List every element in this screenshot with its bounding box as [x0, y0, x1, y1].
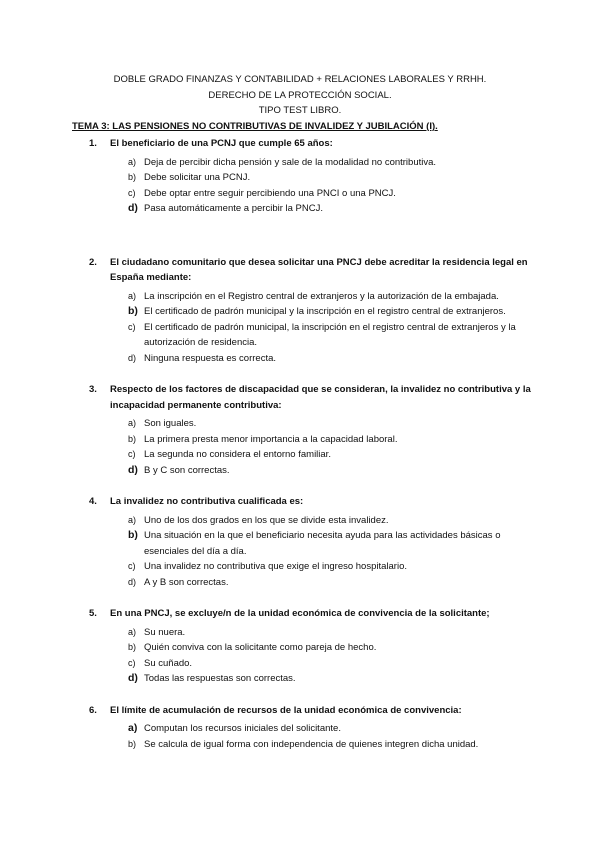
option-text: Deja de percibir dicha pensión y sale de la modalidad no contributiva.: [144, 156, 437, 168]
question-1: [72, 136, 542, 217]
option-text: Su cuñado.: [144, 657, 193, 669]
question-number: 2.: [89, 256, 97, 268]
option-label: d): [128, 352, 137, 363]
option-d: [72, 575, 542, 591]
option-a: [72, 289, 542, 305]
options: [72, 625, 542, 687]
option-label: c): [128, 657, 136, 668]
question-number: 1.: [89, 138, 97, 149]
option-label: c): [128, 561, 136, 571]
option-text: Son iguales.: [144, 418, 197, 429]
option-text: Uno de los dos grados en los que se divide esta invalidez.: [144, 514, 389, 526]
option-label: d): [128, 463, 138, 476]
option-a: [72, 721, 542, 737]
option-text: La inscripción en el Registro central de extranjeros y la autorización de la embajada.: [144, 290, 499, 302]
option-d: [72, 351, 542, 367]
option-a: [72, 416, 542, 432]
option-label: c): [128, 321, 136, 332]
option-label: a): [128, 418, 137, 428]
option-b: [72, 737, 542, 753]
option-label: c): [128, 187, 136, 198]
question-2: [72, 255, 542, 367]
option-label: a): [128, 626, 137, 637]
document-header: [0, 72, 600, 119]
option-text: El certificado de padrón municipal y la inscripción en el registro central de extranjeros.: [144, 306, 506, 317]
question-number: 5.: [89, 608, 97, 619]
option-b: [72, 170, 542, 186]
option-label: c): [128, 449, 136, 459]
option-label: b): [128, 433, 137, 444]
option-text: Computan los recursos iniciales del solicitante.: [144, 723, 341, 734]
option-text: El certificado de padrón municipal, la inscripción en el registro central de extranjeros y la autorización de residencia.: [144, 321, 516, 348]
option-text: B y C son correctas.: [144, 464, 230, 476]
option-label: a): [128, 290, 137, 301]
option-c: [72, 559, 542, 575]
header-line-2: DERECHO DE LA PROTECCIÓN SOCIAL.: [208, 89, 392, 101]
options: [72, 513, 542, 591]
option-label: a): [128, 514, 137, 525]
option-label: a): [128, 722, 138, 734]
options: [72, 721, 542, 752]
question-number: 6.: [89, 704, 97, 716]
option-d: [72, 463, 542, 479]
option-text: Su nuera.: [144, 626, 186, 638]
option-text: Pasa automáticamente a percibir la PNCJ.: [144, 203, 323, 214]
option-d: [72, 201, 542, 217]
question-6: [72, 703, 542, 753]
option-text: La primera presta menor importancia a la capacidad laboral.: [144, 433, 398, 445]
option-a: [72, 155, 542, 171]
option-text: Una invalidez no contributiva que exige el ingreso hospitalario.: [144, 561, 407, 572]
option-c: [72, 656, 542, 672]
options: [72, 416, 542, 478]
question-3: [72, 382, 542, 478]
option-label: d): [128, 202, 138, 214]
question-5: [72, 606, 542, 687]
option-a: [72, 513, 542, 529]
option-text: Ninguna respuesta es correcta.: [144, 352, 277, 364]
option-label: b): [128, 172, 137, 182]
topic-title: TEMA 3: LAS PENSIONES NO CONTRIBUTIVAS DE INVALIDEZ Y JUBILACIÓN (I).: [72, 121, 438, 132]
option-text: Debe optar entre seguir percibiendo una PNCI o una PNCJ.: [144, 187, 396, 199]
option-b: [72, 640, 542, 656]
header-line-1: DOBLE GRADO FINANZAS Y CONTABILIDAD + RELACIONES LABORALES Y RRHH.: [113, 74, 487, 85]
question-text: Respecto de los factores de discapacidad que se consideran, la invalidez no contributiva y la incapacidad permanente contributiva:: [110, 384, 531, 411]
option-text: Una situación en la que el beneficiario necesita ayuda para las actividades básicas o esenciales del día a día.: [144, 530, 501, 557]
option-b: [72, 304, 542, 320]
option-text: Se calcula de igual forma con independencia de quienes integren dicha unidad.: [144, 738, 479, 750]
question-4: [72, 494, 542, 590]
question-number: 3.: [89, 384, 97, 395]
options: [72, 289, 542, 367]
question-text: En una PNCJ, se excluye/n de la unidad económica de convivencia de la solicitante;: [110, 608, 490, 619]
options: [72, 155, 542, 217]
question-text: La invalidez no contributiva cualificada es:: [110, 496, 304, 507]
option-text: Quién conviva con la solicitante como pareja de hecho.: [144, 642, 377, 653]
option-label: b): [128, 642, 137, 652]
question-text: El beneficiario de una PCNJ que cumple 65 años:: [110, 138, 333, 149]
option-label: b): [128, 529, 138, 541]
option-c: [72, 186, 542, 202]
question-text: El límite de acumulación de recursos de la unidad económica de convivencia:: [110, 704, 462, 716]
option-d: [72, 671, 542, 687]
option-text: La segunda no considera el entorno familiar.: [144, 449, 331, 460]
header-line-3: TIPO TEST LIBRO.: [258, 105, 342, 116]
option-c: [72, 320, 542, 351]
option-label: a): [128, 156, 137, 167]
option-label: b): [128, 305, 138, 317]
question-text: El ciudadano comunitario que desea solicitar una PNCJ debe acreditar la residencia legal en España mediante:: [110, 256, 528, 283]
option-label: d): [128, 672, 138, 684]
option-b: [72, 528, 542, 559]
option-text: Debe solicitar una PCNJ.: [144, 172, 251, 183]
question-list: [72, 136, 542, 752]
question-number: 4.: [89, 496, 97, 507]
option-b: [72, 432, 542, 448]
option-label: b): [128, 738, 137, 749]
option-label: d): [128, 576, 137, 587]
option-a: [72, 625, 542, 641]
option-text: A y B son correctas.: [144, 576, 229, 588]
option-c: [72, 447, 542, 463]
option-text: Todas las respuestas son correctas.: [144, 673, 296, 684]
